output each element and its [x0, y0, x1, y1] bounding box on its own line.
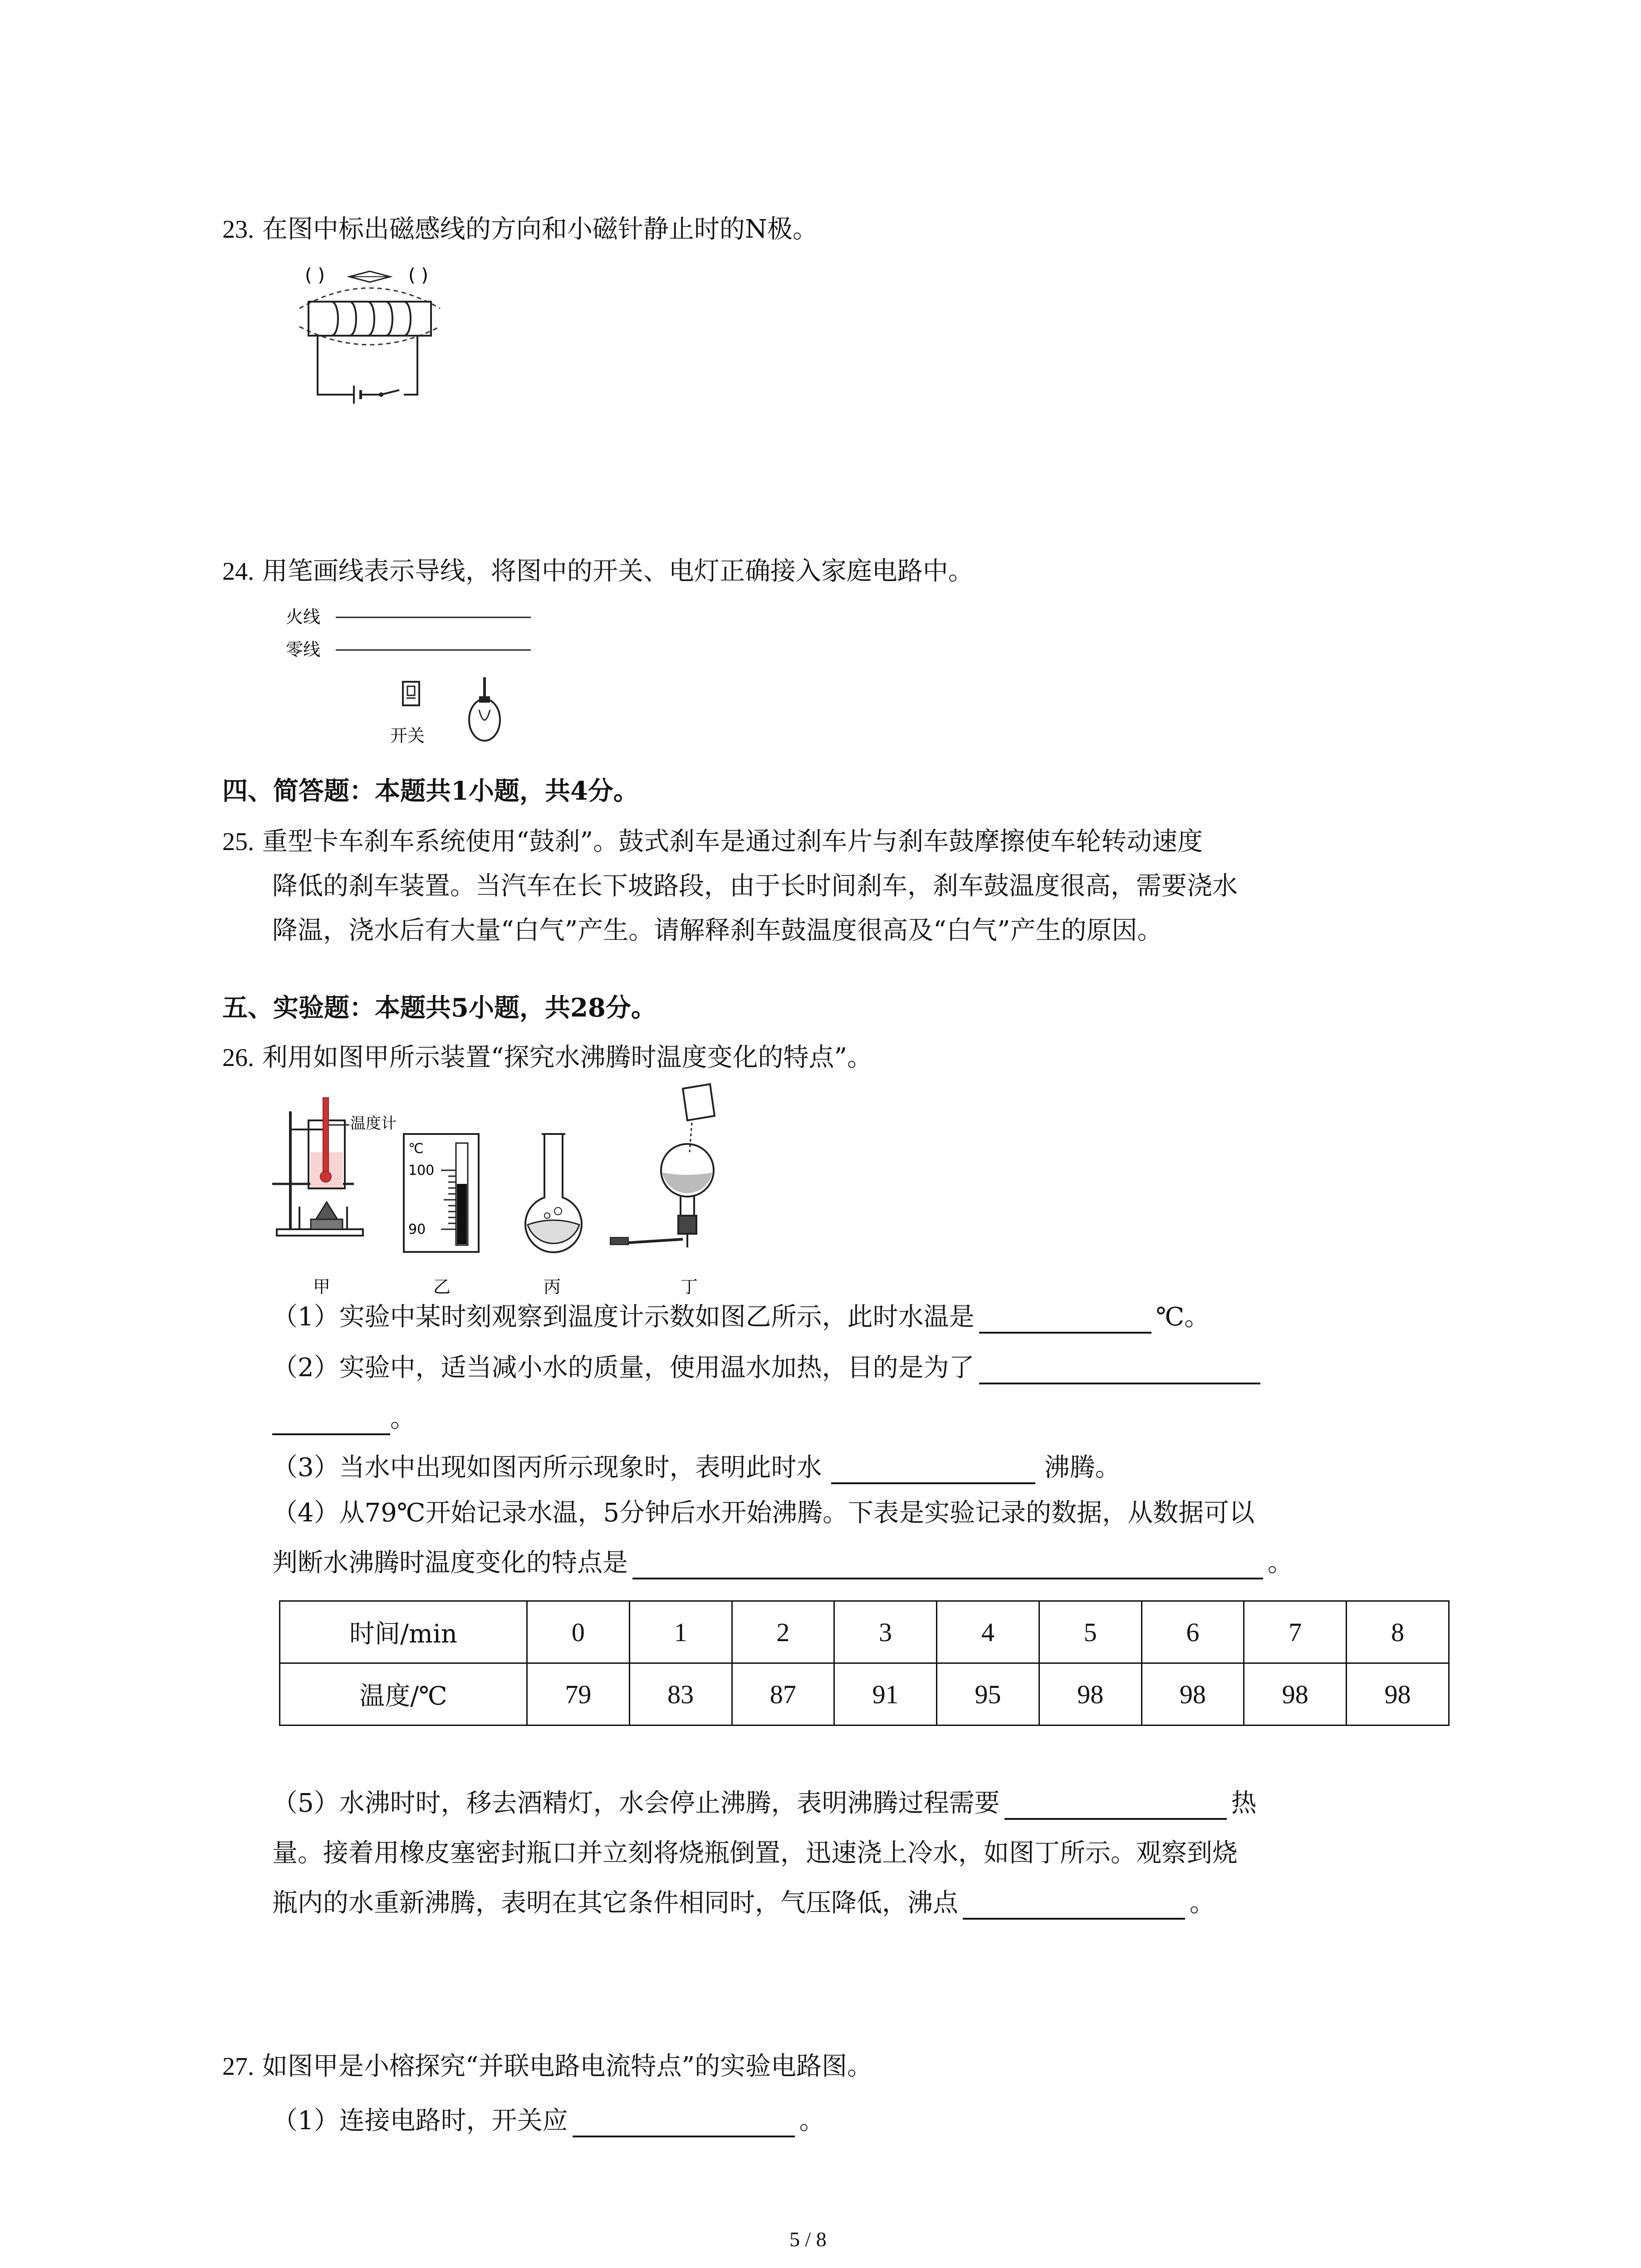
table-cell: 6	[1141, 1601, 1244, 1663]
q27-part-1: （1）连接电路时，开关应 。	[272, 2105, 825, 2137]
thermometer-icon	[323, 1098, 328, 1179]
q24-figure-household-circuit	[281, 601, 535, 755]
q27-text: 27. 如图甲是小榕探究“并联电路电流特点”的实验电路图。	[222, 2052, 873, 2081]
scale-unit: ℃	[408, 1141, 424, 1157]
q26-part-1: （1）实验中某时刻观察到温度计示数如图乙所示，此时水温是 ℃。	[272, 1301, 1210, 1334]
answer-blank-2a[interactable]	[979, 1357, 1260, 1384]
table-cell: 98	[1244, 1663, 1347, 1725]
answer-blank-3[interactable]	[831, 1457, 1035, 1484]
q25-line-2: 降低的刹车装置。当汽车在长下坡路段，由于长时间刹车，刹车鼓温度很高，需要浇水	[272, 871, 1238, 901]
q26-part-5-cont: 量。接着用橡皮塞密封瓶口并立刻将烧瓶倒置，迅速浇上冷水，如图丁所示。观察到烧	[272, 1838, 1238, 1868]
neutral-wire-label: 零线	[286, 640, 321, 660]
table-cell: 87	[732, 1663, 834, 1725]
field-line-top	[299, 288, 440, 308]
q26-text: 26. 利用如图甲所示装置“探究水沸腾时温度变化的特点”。	[222, 1043, 873, 1072]
q26-part-5-cont-2: 瓶内的水重新沸腾，表明在其它条件相同时，气压降低，沸点 。	[272, 1887, 1215, 1920]
table-cell: 7	[1244, 1601, 1347, 1663]
light-bulb-icon	[469, 677, 500, 741]
q23-text: 23. 在图中标出磁感线的方向和小磁针静止时的N极。	[222, 215, 818, 244]
answer-blank-1[interactable]	[979, 1306, 1151, 1334]
q26-part-5: （5）水沸时时，移去酒精灯，水会停止沸腾，表明沸腾过程需要 热	[272, 1787, 1257, 1820]
answer-blank-27-1[interactable]	[573, 2110, 795, 2137]
table-cell: 8	[1347, 1601, 1449, 1663]
thermometer-label: 温度计	[350, 1114, 397, 1133]
table-cell: 0	[527, 1601, 630, 1663]
caption-jia: 甲	[313, 1277, 331, 1297]
table-cell: 98	[1141, 1663, 1244, 1725]
q26-part-2: （2）实验中，适当减小水的质量，使用温水加热，目的是为了	[272, 1352, 1260, 1384]
table-header-temperature: 温度/℃	[280, 1663, 527, 1725]
solenoid-core	[309, 302, 431, 336]
q23-bracket-left: ( )	[305, 265, 325, 286]
caption-ding: 丁	[681, 1277, 698, 1297]
figure-ding-inverted-flask	[610, 1084, 715, 1247]
bubble-icon	[554, 1207, 562, 1215]
table-cell: 98	[1347, 1663, 1449, 1725]
q26-part-4: （4）从79℃开始记录水温，5分钟后水开始沸腾。下表是实验记录的数据，从数据可以	[272, 1498, 1255, 1528]
q24-text: 24. 用笔画线表示导线，将图中的开关、电灯正确接入家庭电路中。	[222, 557, 974, 586]
table-row-temperature	[280, 1663, 1449, 1725]
live-wire-label: 火线	[286, 607, 321, 627]
table-header-time: 时间/min	[280, 1601, 527, 1663]
figure-yi-thermometer-scale	[404, 1134, 479, 1252]
caption-bing: 丙	[544, 1277, 561, 1297]
q23-figure-solenoid	[272, 259, 472, 417]
answer-blank-4[interactable]	[632, 1552, 1263, 1579]
table-cell: 98	[1039, 1663, 1141, 1725]
answer-blank-2b[interactable]	[272, 1408, 390, 1435]
q25-line-1: 25. 重型卡车刹车系统使用“鼓刹”。鼓式刹车是通过刹车片与刹车鼓摩擦使车轮转动速度	[222, 827, 1203, 856]
section-5-heading: 五、实验题：本题共5小题，共28分。	[222, 993, 656, 1023]
solenoid-coil	[331, 302, 411, 336]
alcohol-lamp-icon	[315, 1202, 338, 1220]
table-cell: 3	[834, 1601, 937, 1663]
table-cell: 79	[527, 1663, 630, 1725]
table-cell: 2	[732, 1601, 834, 1663]
table-cell: 83	[629, 1663, 732, 1725]
figure-jia-apparatus	[272, 1098, 363, 1236]
q26-part-2-cont: 。	[272, 1403, 416, 1435]
q26-data-table	[279, 1600, 1450, 1726]
figure-bing-flask	[525, 1134, 582, 1252]
scale-100: 100	[408, 1163, 435, 1178]
table-cell: 91	[834, 1663, 937, 1725]
table-cell: 5	[1039, 1601, 1141, 1663]
table-cell: 1	[629, 1601, 732, 1663]
caption-yi: 乙	[433, 1277, 451, 1297]
answer-blank-5a[interactable]	[1004, 1793, 1227, 1820]
table-row-time	[280, 1601, 1449, 1663]
switch-label: 开关	[390, 726, 425, 746]
answer-blank-5b[interactable]	[963, 1892, 1185, 1920]
q26-part-3: （3）当水中出现如图丙所示现象时，表明此时水 沸腾。	[272, 1452, 1121, 1484]
table-cell: 4	[937, 1601, 1039, 1663]
q25-line-3: 降温，浇水后有大量“白气”产生。请解释刹车鼓温度很高及“白气”产生的原因。	[272, 916, 1163, 945]
table-cell: 95	[937, 1663, 1039, 1725]
switch-icon	[403, 682, 419, 705]
pouring-beaker-icon	[683, 1084, 715, 1120]
section-4-heading: 四、简答题：本题共1小题，共4分。	[222, 776, 639, 806]
q23-bracket-right: ( )	[408, 265, 428, 286]
page-number: 5 / 8	[789, 2228, 827, 2251]
scale-90: 90	[408, 1222, 426, 1237]
bubble-icon	[544, 1213, 550, 1218]
q26-figures	[272, 1080, 771, 1302]
q26-part-4-cont: 判断水沸腾时温度变化的特点是 。	[272, 1547, 1293, 1579]
